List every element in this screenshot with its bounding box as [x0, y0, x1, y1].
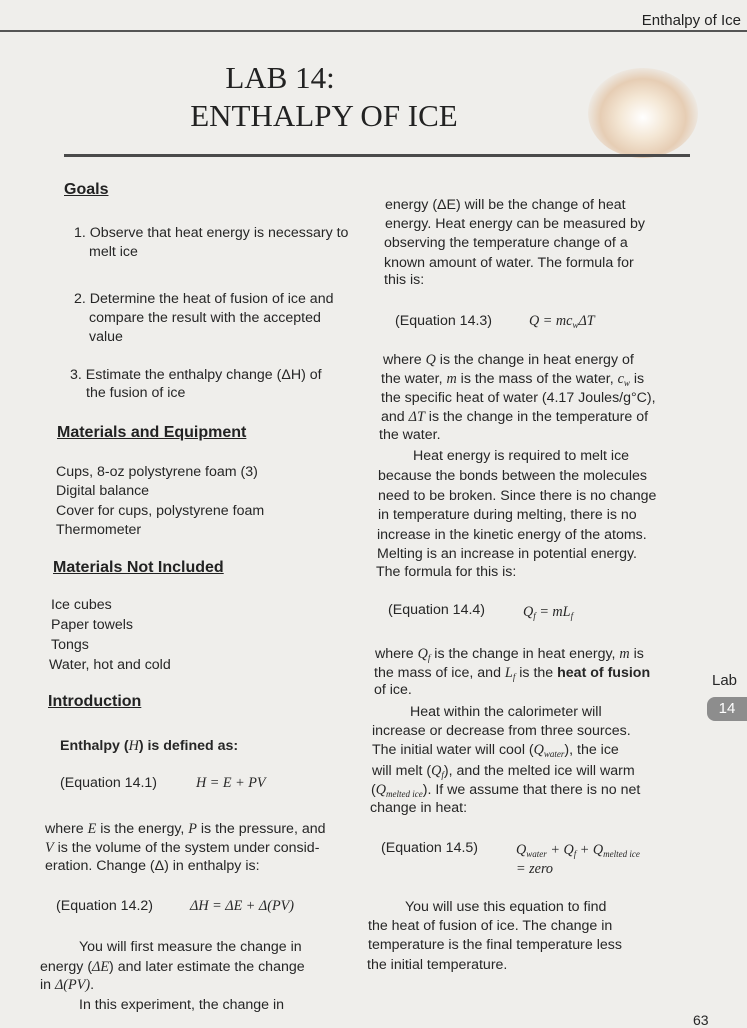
right-p2-line: The formula for this is:	[376, 564, 517, 580]
right-p1-line: this is:	[384, 272, 425, 288]
goal-3-line1: 3. Estimate the enthalpy change (ΔH) of	[70, 367, 322, 383]
header-rule	[0, 30, 747, 32]
measure-line2: energy (ΔE) and later estimate the change	[40, 959, 305, 975]
equation-14-2: ΔH = ΔE + Δ(PV)	[190, 898, 295, 914]
goal-2-line1: 2. Determine the heat of fusion of ice and	[74, 291, 334, 307]
material-item: Thermometer	[56, 522, 142, 538]
right-p3-line4: will melt $(Q_f)$, and the melted ice will warm	[372, 763, 635, 780]
where-3-line5: the water.	[379, 427, 441, 443]
right-p1-line: energy. Heat energy can be measured by	[385, 216, 645, 232]
equation-14-5: $Q_{water} + Q_f + Q_{melted ice}$	[516, 842, 640, 859]
where-1-line1: where E is the energy, P is the pressure, and	[45, 821, 326, 837]
goals-heading: Goals	[64, 181, 109, 198]
equation-14-1-label: (Equation 14.1)	[60, 775, 158, 791]
right-p2-line: in temperature during melting, there is no	[378, 507, 637, 523]
material-item: Cover for cups, polystyrene foam	[56, 503, 265, 519]
not-included-item: Paper towels	[51, 617, 134, 633]
materials-heading: Materials and Equipment	[57, 424, 247, 441]
where-3-line3: the specific heat of water (4.17 Joules/g°C),	[381, 390, 656, 406]
equation-14-4-label: (Equation 14.4)	[388, 602, 486, 618]
goal-1-line2: melt ice	[89, 244, 138, 260]
where-1-line3: eration. Change (Δ) in enthalpy is:	[45, 858, 260, 874]
right-p1-line: observing the temperature change of a	[384, 235, 628, 251]
right-p1-line: energy (ΔE) will be the change of heat	[385, 197, 626, 213]
right-p1-line: known amount of water. The formula for	[384, 255, 634, 271]
equation-14-3-label: (Equation 14.3)	[395, 313, 493, 329]
equation-14-2-label: (Equation 14.2)	[56, 898, 154, 914]
right-p2-line: because the bonds between the molecules	[378, 468, 647, 484]
right-p4-line: the initial temperature.	[367, 957, 508, 973]
material-item: Cups, 8-oz polystyrene foam (3)	[56, 464, 258, 480]
right-p2-line: Heat energy is required to melt ice	[413, 448, 630, 464]
not-included-heading: Materials Not Included	[53, 559, 224, 576]
right-p3-line6: change in heat:	[370, 800, 468, 816]
goal-2-line3: value	[89, 329, 123, 345]
right-p2-line: Melting is an increase in potential energy.	[377, 546, 637, 562]
material-item: Digital balance	[56, 483, 150, 499]
lab-title: LAB 14:	[225, 60, 335, 95]
equation-14-4: $Q_f = mL_f$	[523, 604, 574, 621]
goal-2-line2: compare the result with the accepted	[89, 310, 321, 326]
lab-tab-label: Lab	[712, 672, 738, 689]
right-p2-line: need to be broken. Since there is no change	[378, 488, 657, 504]
where-4-line3: of ice.	[374, 682, 412, 698]
not-included-item: Tongs	[51, 637, 89, 653]
right-p3-line3: The initial water will cool $(Q_{water})$, the ice	[372, 742, 619, 759]
where-3-line2: the water, m is the mass of the water, $c_w$ is	[381, 371, 645, 388]
goal-3-line2: the fusion of ice	[86, 385, 186, 401]
not-included-item: Water, hot and cold	[49, 657, 171, 673]
where-1-line2: V is the volume of the system under consid-	[45, 840, 320, 856]
where-4-line1: where $Q_f$ is the change in heat energy, m is	[375, 646, 644, 663]
lab-subtitle: ENTHALPY OF ICE	[190, 98, 458, 133]
enthalpy-definition: Enthalpy (H) is defined as:	[60, 738, 239, 754]
equation-14-1: H = E + PV	[196, 775, 266, 791]
flame-photo	[588, 68, 698, 158]
title-rule	[64, 154, 690, 157]
equation-14-5-label: (Equation 14.5)	[381, 840, 479, 856]
page-number: 63	[693, 1012, 709, 1028]
right-p2-line: increase in the kinetic energy of the atoms.	[377, 527, 647, 543]
equation-14-3: $Q = mc_w\Delta T$	[529, 313, 595, 330]
right-p3-line1: Heat within the calorimeter will	[410, 704, 602, 720]
running-header: Enthalpy of Ice	[641, 12, 741, 29]
measure-line1: You will first measure the change in	[79, 939, 302, 955]
measure-line3: in Δ(PV).	[40, 977, 95, 993]
introduction-heading: Introduction	[48, 693, 142, 710]
not-included-item: Ice cubes	[51, 597, 112, 613]
lab-tab-number: 14	[707, 697, 747, 721]
right-p3-line5: $(Q_{melted ice})$. If we assume that there is no net	[371, 782, 641, 799]
equation-14-5-zero: = zero	[516, 861, 554, 877]
where-3-line4: and ΔT is the change in the temperature of	[381, 409, 649, 425]
experiment-line: In this experiment, the change in	[79, 997, 285, 1013]
where-4-line2: the mass of ice, and $L_f$ is the heat of fusion	[374, 665, 651, 682]
where-3-line1: where Q is the change in heat energy of	[383, 352, 634, 368]
goal-1-line1: 1. Observe that heat energy is necessary to	[74, 225, 349, 241]
right-p4-line: temperature is the final temperature less	[368, 937, 622, 953]
right-p4-line: the heat of fusion of ice. The change in	[368, 918, 613, 934]
right-p4-line: You will use this equation to find	[405, 899, 607, 915]
right-p3-line2: increase or decrease from three sources.	[372, 723, 631, 739]
